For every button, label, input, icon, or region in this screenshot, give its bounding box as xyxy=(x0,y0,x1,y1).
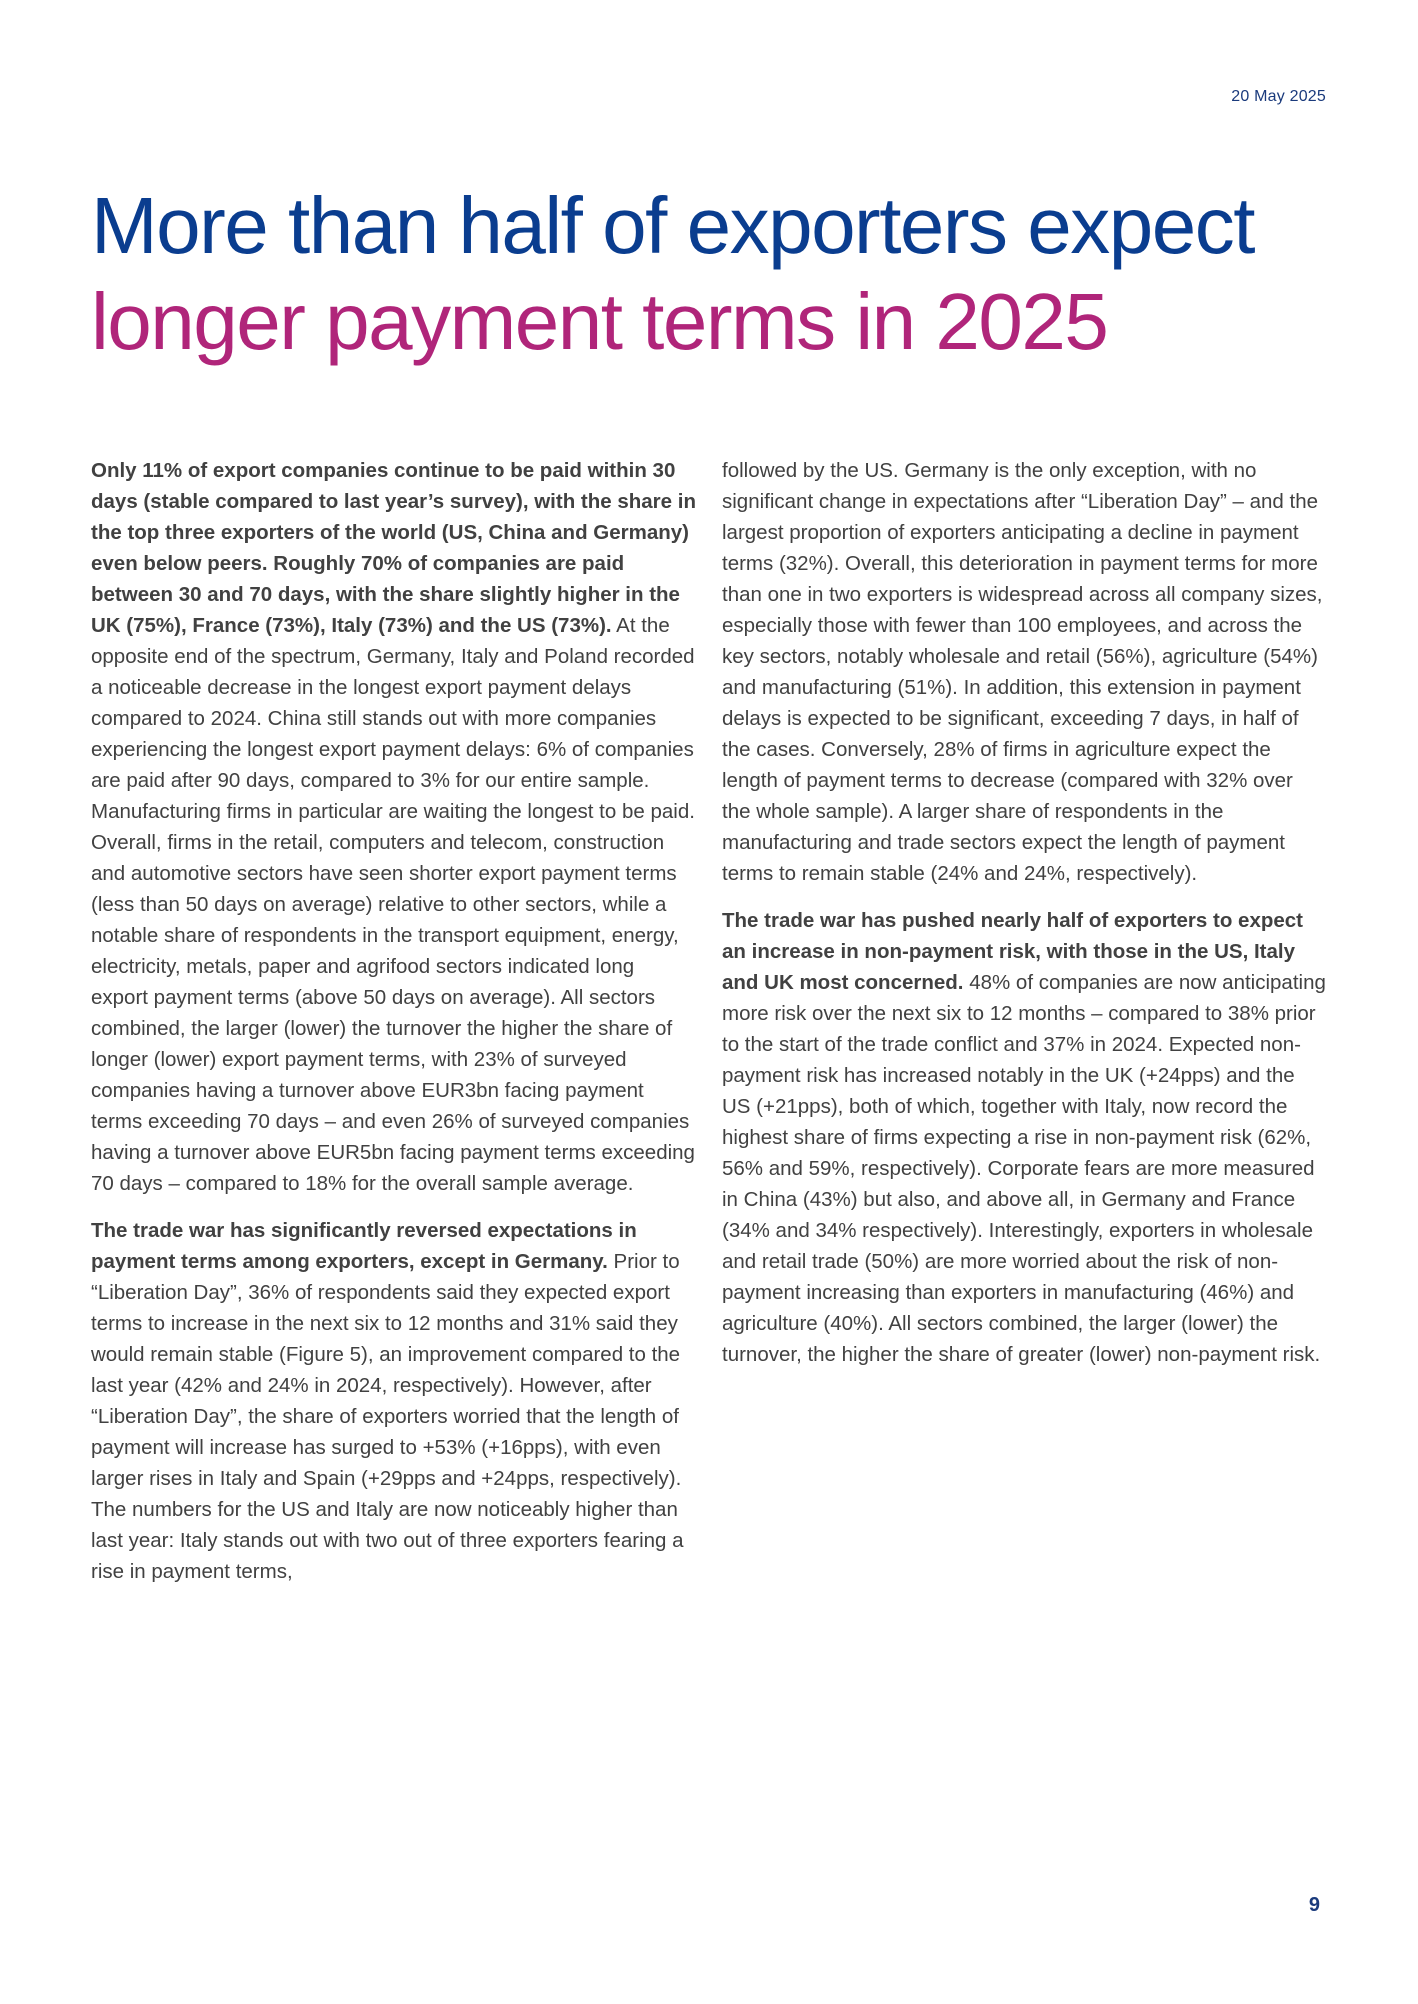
paragraph xyxy=(91,1215,696,1587)
page-title xyxy=(91,178,1341,370)
paragraph-lead: The trade war has significantly reversed expectations in payment terms among exporters, except in Germany. xyxy=(91,1219,637,1273)
left-column xyxy=(91,455,696,1603)
publication-date: 20 May 2025 xyxy=(1231,88,1326,105)
paragraph-body: Prior to “Liberation Day”, 36% of respondents said they expected export terms to increase in the next six to 12 months and 31% said they would remain stable (Figure 5), an improvement compared to the last year (42% and 24% in 2024, respectively). However, after “Liberation Day”, the share of exporters worried that the length of payment will increase has surged to +53% (+16pps), with even larger rises in Italy and Spain (+29pps and +24pps, respectively). The numbers for the US and Italy are now noticeably higher than last year: Italy stands out with two out of three exporters fearing a rise in payment terms, xyxy=(91,1250,684,1583)
paragraph-body: 48% of companies are now anticipating more risk over the next six to 12 months – compared to 38% prior to the start of the trade conflict and 37% in 2024. Expected non-payment risk has increased notably in the UK (+24pps) and the US (+21pps), both of which, together with Italy, now record the highest share of firms expecting a rise in non-payment risk (62%, 56% and 59%, respectively). Corporate fears are more measured in China (43%) but also, and above all, in Germany and France (34% and 34% respectively). Interestingly, exporters in wholesale and retail trade (50%) are more worried about the risk of non-payment increasing than exporters in manufacturing (46%) and agriculture (40%). All sectors combined, the larger (lower) the turnover, the higher the share of greater (lower) non-payment risk. xyxy=(722,971,1326,1366)
right-column xyxy=(722,455,1327,1386)
title-line-1: More than half of exporters expect xyxy=(91,181,1254,270)
paragraph-body: followed by the US. Germany is the only exception, with no significant change in expectations after “Liberation Day” – and the largest proportion of exporters anticipating a decline in payment terms (32%). Overall, this deterioration in payment terms for more than one in two exporters is widespread across all company sizes, especially those with fewer than 100 employees, and across the key sectors, notably wholesale and retail (56%), agriculture (54%) and manufacturing (51%). In addition, this extension in payment delays is expected to be significant, exceeding 7 days, in half of the cases. Conversely, 28% of firms in agriculture expect the length of payment terms to decrease (compared with 32% over the whole sample). A larger share of respondents in the manufacturing and trade sectors expect the length of payment terms to remain stable (24% and 24%, respectively). xyxy=(722,459,1323,885)
paragraph-lead: Only 11% of export companies continue to be paid within 30 days (stable compared to last year’s survey), with the share in the top three exporters of the world (US, China and Germany) even below peers. Roughly 70% of companies are paid between 30 and 70 days, with the share slightly higher in the UK (75%), France (73%), Italy (73%) and the US (73%). xyxy=(91,459,696,637)
paragraph xyxy=(722,455,1327,889)
paragraph xyxy=(91,455,696,1199)
paragraph-body: At the opposite end of the spectrum, Germany, Italy and Poland recorded a noticeable decrease in the longest export payment delays compared to 2024. China still stands out with more companies experiencing the longest export payment delays: 6% of companies are paid after 90 days, compared to 3% for our entire sample. Manufacturing firms in particular are waiting the longest to be paid. Overall, firms in the retail, computers and telecom, construction and automotive sectors have seen shorter export payment terms (less than 50 days on average) relative to other sectors, while a notable share of respondents in the transport equipment, energy, electricity, metals, paper and agrifood sectors indicated long export payment terms (above 50 days on average). All sectors combined, the larger (lower) the turnover the higher the share of longer (lower) export payment terms, with 23% of surveyed companies having a turnover above EUR3bn facing payment terms exceeding 70 days – and even 26% of surveyed companies having a turnover above EUR5bn facing payment terms exceeding 70 days – compared to 18% for the overall sample average. xyxy=(91,614,695,1195)
paragraph-lead: The trade war has pushed nearly half of exporters to expect an increase in non-payment risk, with those in the US, Italy and UK most concerned. xyxy=(722,909,1303,994)
paragraph xyxy=(722,905,1327,1370)
title-line-2: longer payment terms in 2025 xyxy=(91,277,1108,366)
page-number: 9 xyxy=(1308,1894,1320,1916)
